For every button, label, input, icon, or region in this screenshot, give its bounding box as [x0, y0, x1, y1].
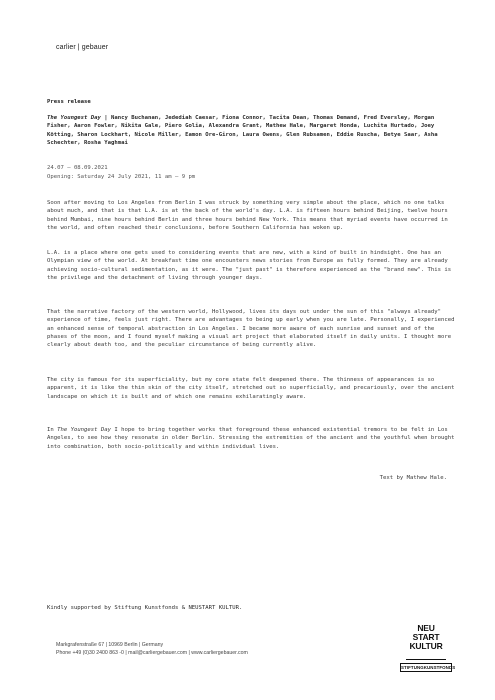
- logo-line-start: START: [412, 632, 440, 642]
- stiftung-kunstfonds-logo: STIFTUNGKUNSTFONDS: [401, 665, 456, 670]
- p5-title: The Youngest Day: [57, 427, 111, 433]
- exhibition-dates: 24.07 – 08.09.2021: [47, 165, 108, 171]
- address-line-2: Phone +49 (0)30 2400 863 -0 | mail@carliergebauer.com | www.carliergebauer.com: [56, 649, 248, 656]
- body-paragraph-2: L.A. is a place where one gets used to considering events that are new, with a kind of built in hindsight. One has an Olympian view of the world. At breakfast time one encounters news stories from Europe as fully formed. They are already achieving socio-cultural sedimentation, as it were. The "just past" is therefore experienced as the "brand new". This is the privilege and the detachment of living through younger days.: [47, 250, 452, 282]
- p5-rest: I hope to bring together works that foreground these enhanced existential tremors to be felt in Los Angeles, to see how they resonate in older Berlin. Stressing the extremities of the ancient and the youthful when brought into combination, both socio-politically and within individual lives.: [47, 427, 455, 450]
- gallery-address: [56, 642, 248, 657]
- opening-info: Opening: Saturday 24 July 2021, 11 am – 9 pm: [47, 174, 196, 180]
- logo-line-neu: NEU: [417, 623, 435, 633]
- logo-line-kultur: KULTUR: [409, 641, 443, 651]
- neustart-wordmark: [406, 624, 446, 660]
- text-credit: Text by Mathew Hale.: [379, 475, 447, 481]
- exhibition-title: The Youngest Day: [47, 115, 101, 121]
- press-release-heading: Press release: [47, 99, 91, 105]
- artist-list: | Nancy Buchanan, Jedediah Caesar, Fiona Connor, Tacita Dean, Thomas Demand, Fred Eversley, Morgan Fisher, Aaron Fowler, Nikita Gale, Piero Golia, Alexandra Grant, Mathew Hale, Margaret Honda, Luchita Hurtado, Joey Kötting, Sharon Lockhart, Nicole Miller, Eamon Ore-Giron, Laura Owens, Glen Rubsamen, Eddie Ruscha, Betye Saar, Asha Schechter, Rosha Yaghmai: [47, 115, 438, 147]
- body-paragraph-5: [47, 426, 457, 451]
- p5-prefix: In: [47, 427, 58, 433]
- neustart-kultur-logo: [400, 623, 456, 674]
- support-note: Kindly supported by Stiftung Kunstfonds & NEUSTART KULTUR.: [47, 605, 243, 611]
- body-paragraph-4: The city is famous for its superficiality, but my core state felt deepened there. The thinness of appearances is so apparent, it is like the thin skin of the city itself, stretched out so superficially, and precariously, over the ancient landscape on which it is built and of which one remains exhilaratingly aware.: [47, 377, 455, 400]
- logo-divider: [406, 659, 446, 660]
- body-paragraph-3: That the narrative factory of the western world, Hollywood, lives its days out under the sun of this "always already" experience of time, feels just right. There are advantages to being up early when you are late. Personally, I experienced an enhanced sense of temporal abstraction in Los Angeles. I became more aware of each sunrise and sunset and of the phases of the moon, and I found myself making a visual art project that elaborated itself in daily units. I thought more clearly about death too, and the peculiar circumstance of being currently alive.: [47, 309, 455, 349]
- body-paragraph-1: Soon after moving to Los Angeles from Berlin I was struck by something very simple about the place, which no one talks about much, and that is that L.A. is at the back of the world's day. L.A. is fifteen hours behind Beijing, twelve hours behind Mumbai, nine hours behind Berlin and three hours behind New York. This means that myriad events have occurred in the world, and often reached their conclusions, before Southern California has woken up.: [47, 200, 448, 232]
- exhibition-title-artists: [47, 114, 457, 147]
- address-line-1: Markgrafenstraße 67 | 10969 Berlin | Germany: [56, 642, 164, 648]
- gallery-logo: carlier | gebauer: [56, 44, 109, 51]
